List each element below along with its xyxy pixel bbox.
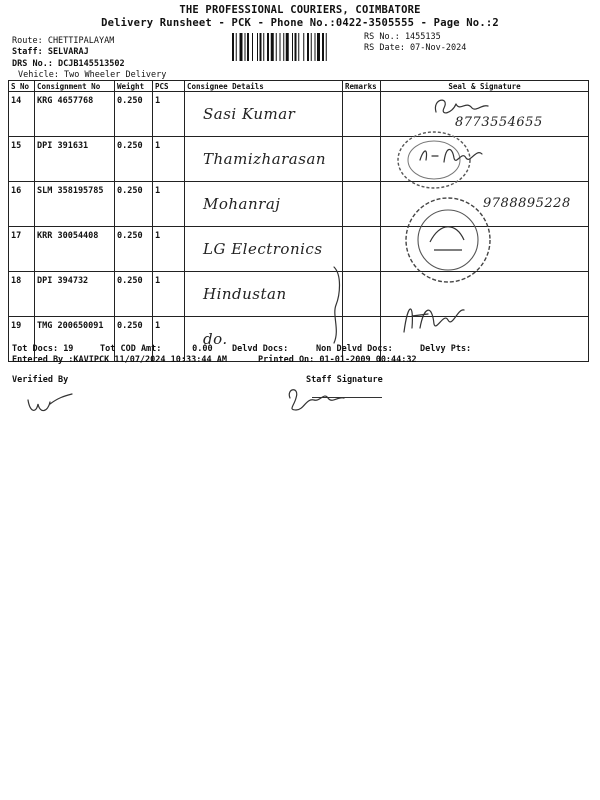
consignee-handwriting: Thamizharasan (203, 150, 327, 168)
cell-weight: 0.250 (115, 182, 153, 227)
company-title: THE PROFESSIONAL COURIERS, COIMBATORE (179, 4, 421, 16)
cell-consignee (185, 227, 343, 272)
cell-pcs: 1 (153, 92, 185, 137)
cell-consignment: DPI 394732 (35, 272, 115, 317)
cell-weight: 0.250 (115, 137, 153, 182)
cell-pcs: 1 (153, 317, 185, 362)
staff-signature-label: Staff Signature (306, 375, 383, 385)
total-docs: Tot Docs: 19 (12, 344, 74, 354)
entered-by: Entered By :KAVIPCK 11/07/2024 10:33:44 AM (12, 355, 227, 365)
col-seal-signature: Seal & Signature (381, 81, 589, 92)
cell-pcs: 1 (153, 227, 185, 272)
cell-consignment: DPI 391631 (35, 137, 115, 182)
rs-number: RS No.: 1455135 (364, 32, 441, 42)
stamp-circle-row-17 (400, 192, 496, 288)
cell-sno: 16 (9, 182, 35, 227)
cell-weight: 0.250 (115, 317, 153, 362)
verifier-signature (24, 392, 74, 418)
verified-by-label: Verified By (12, 375, 69, 385)
cell-sno: 18 (9, 272, 35, 317)
cell-consignee (185, 92, 343, 137)
cell-sno: 15 (9, 137, 35, 182)
col-consignment: Consignment No (35, 81, 115, 92)
col-remarks: Remarks (343, 81, 381, 92)
signature-row-19 (398, 298, 468, 338)
consignee-handwriting: LG Electronics (203, 240, 323, 258)
cell-consignee (185, 182, 343, 227)
col-sno: S No (9, 81, 35, 92)
phone-note-row-14: 8773554655 (455, 115, 543, 130)
col-weight: Weight (115, 81, 153, 92)
col-pcs: PCS (153, 81, 185, 92)
consignee-handwriting: Hindustan (203, 285, 287, 303)
cell-remarks (343, 272, 381, 317)
cell-pcs: 1 (153, 182, 185, 227)
cell-remarks (343, 182, 381, 227)
delivery-points: Delvy Pts: (420, 344, 472, 354)
phone-note-row-16: 9788895228 (483, 196, 571, 211)
signature-row-15 (416, 140, 486, 170)
cell-consignee (185, 272, 343, 317)
staff-label: Staff: SELVARAJ (12, 47, 89, 57)
total-cod: Tot COD Amt: 0.00 (100, 344, 213, 354)
consignee-handwriting: do. (203, 330, 228, 348)
printed-on: Printed On: 01-01-2009 00:44:32 (258, 355, 417, 365)
cell-consignment: KRR 30054408 (35, 227, 115, 272)
delivered-docs: Delvd Docs: (232, 344, 289, 354)
bracket-mark (330, 265, 346, 345)
rs-date: RS Date: 07-Nov-2024 (364, 43, 467, 53)
cell-pcs: 1 (153, 137, 185, 182)
non-delivered-docs: Non Delvd Docs: (316, 344, 393, 354)
staff-signature (284, 384, 354, 414)
table-row (9, 227, 589, 272)
table-row (9, 272, 589, 317)
cell-consignment: TMG 200650091 (35, 317, 115, 362)
cell-consignment: SLM 358195785 (35, 182, 115, 227)
cell-pcs: 1 (153, 272, 185, 317)
table-header-row (9, 81, 589, 92)
barcode-image (232, 33, 356, 61)
cell-sno: 14 (9, 92, 35, 137)
consignee-handwriting: Sasi Kumar (203, 105, 296, 123)
col-consignee: Consignee Details (185, 81, 343, 92)
vehicle-label: Vehicle: Two Wheeler Delivery (18, 70, 167, 80)
cell-weight: 0.250 (115, 227, 153, 272)
cell-consignee (185, 137, 343, 182)
consignee-handwriting: Mohanraj (203, 195, 281, 213)
cell-sno: 17 (9, 227, 35, 272)
drs-number: DRS No.: DCJB145513502 (12, 59, 125, 69)
cell-sno: 19 (9, 317, 35, 362)
cell-remarks (343, 92, 381, 137)
cell-remarks (343, 227, 381, 272)
cell-weight: 0.250 (115, 92, 153, 137)
runsheet-subtitle: Delivery Runsheet - PCK - Phone No.:0422-3505555 - Page No.:2 (101, 17, 499, 29)
cell-weight: 0.250 (115, 272, 153, 317)
table-row (9, 137, 589, 182)
cell-consignment: KRG 4657768 (35, 92, 115, 137)
cell-remarks (343, 137, 381, 182)
route-label: Route: CHETTIPALAYAM (12, 36, 115, 46)
staff-signature-line (312, 397, 382, 398)
